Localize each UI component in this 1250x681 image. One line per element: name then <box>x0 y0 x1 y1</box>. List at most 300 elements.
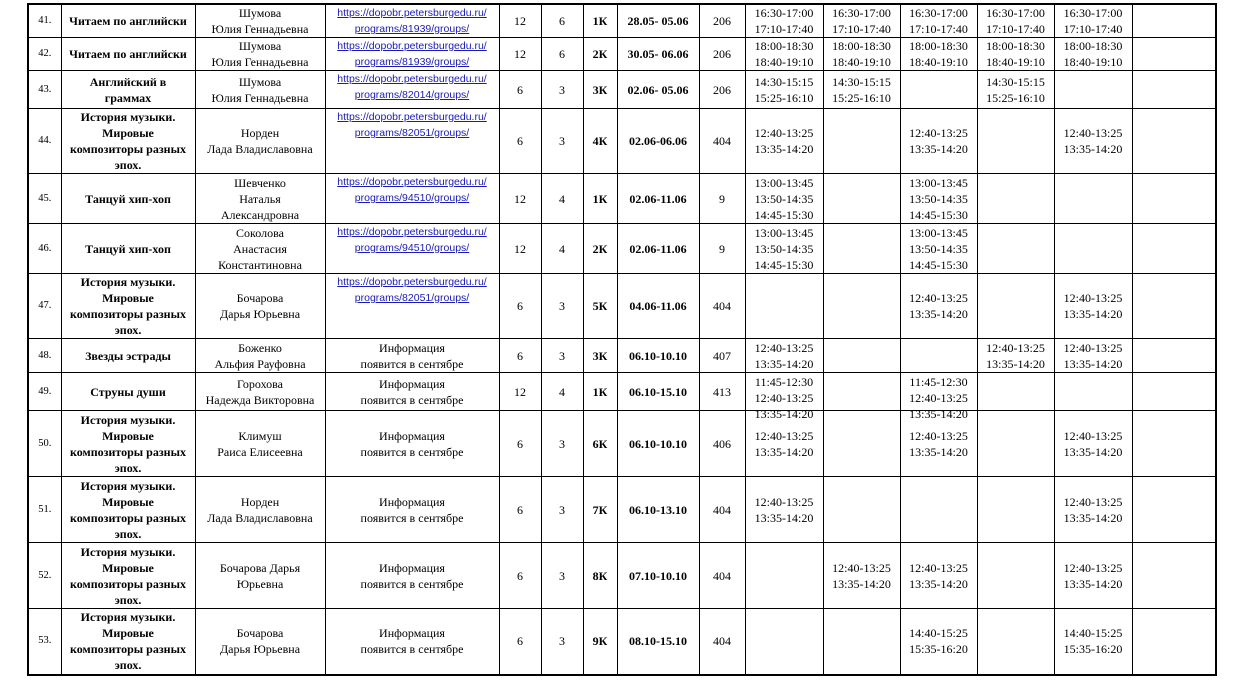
time-slot: 11:45-12:30 <box>909 374 968 389</box>
enroll-info-line: Информация <box>379 560 445 575</box>
day-slot-cell <box>745 477 823 543</box>
enroll-info <box>325 543 499 609</box>
time-slot: 12:40-13:25 <box>909 428 968 443</box>
time-slot: 12:40-13:25 <box>1063 560 1123 575</box>
enroll-info-line: Информация <box>379 376 445 391</box>
date-range: 02.06-11.06 <box>617 174 699 224</box>
schedule-page <box>27 3 1217 676</box>
teacher-name-line: Дарья Юрьевна <box>219 642 301 657</box>
age-value: 12 <box>499 4 541 38</box>
time-slot: 16:30-17:00 <box>832 6 891 20</box>
day-slot-cell <box>1054 339 1132 373</box>
time-slot: 13:35-14:20 <box>909 576 968 591</box>
hours-value: 4 <box>541 224 583 274</box>
enroll-link[interactable] <box>328 71 497 103</box>
room-number: 406 <box>699 411 745 477</box>
teacher-name-line: Горохова <box>237 376 283 391</box>
time-slot: 18:00-18:30 <box>1063 39 1123 53</box>
row-number: 50. <box>28 411 61 477</box>
age-value: 12 <box>499 174 541 224</box>
age-value: 6 <box>499 477 541 543</box>
group-code: 3К <box>583 71 617 109</box>
date-range: 04.06-11.06 <box>617 274 699 339</box>
teacher-name-line: Бочарова <box>236 291 284 305</box>
time-slot: 14:45-15:30 <box>909 207 968 222</box>
day-slot-cell <box>977 274 1054 339</box>
time-slot: 13:35-14:20 <box>1063 142 1123 156</box>
program-name-line: композиторы разных <box>70 510 186 525</box>
enroll-link[interactable] <box>328 224 497 256</box>
enroll-info <box>325 339 499 373</box>
time-slot: 18:00-18:30 <box>754 39 814 53</box>
time-slot: 12:40-13:25 <box>1063 340 1123 355</box>
day-slot-cell <box>900 224 977 274</box>
table-row <box>28 609 1216 675</box>
time-slot: 17:10-17:40 <box>754 22 814 36</box>
row-number: 52. <box>28 543 61 609</box>
day-slot-cell <box>900 339 977 373</box>
time-slot: 13:35-14:20 <box>1063 510 1123 525</box>
time-slot: 13:00-13:45 <box>909 225 968 240</box>
time-slot: 14:40-15:25 <box>909 626 968 641</box>
hours-value: 3 <box>541 274 583 339</box>
age-value: 6 <box>499 71 541 109</box>
program-name <box>61 477 195 543</box>
teacher-name <box>195 224 325 274</box>
day-slot-cell <box>745 71 823 109</box>
program-name-line: эпох. <box>114 460 142 475</box>
day-slot-cell <box>900 477 977 543</box>
table-row <box>28 274 1216 339</box>
program-name-line: История музыки. <box>80 275 176 289</box>
day-slot-cell <box>1132 543 1216 609</box>
date-range: 06.10-13.10 <box>617 477 699 543</box>
age-value: 6 <box>499 411 541 477</box>
day-slot-cell <box>745 274 823 339</box>
time-slot: 13:00-13:45 <box>909 175 968 190</box>
day-slot-cell <box>1054 373 1132 411</box>
time-slot: 14:45-15:30 <box>754 257 814 272</box>
enroll-link-line: programs/81939/groups/ <box>354 23 470 35</box>
enroll-link-line: https://dopobr.petersburgedu.ru/ <box>337 176 487 188</box>
day-slot-cell <box>900 174 977 224</box>
program-name <box>61 109 195 174</box>
program-name-line: Мировые <box>102 291 154 305</box>
enroll-info-line: появится в сентябре <box>360 642 464 657</box>
time-slot: 13:35-14:20 <box>986 356 1045 371</box>
program-name-line: Мировые <box>102 560 154 575</box>
day-slot-cell <box>900 4 977 38</box>
hours-value: 6 <box>541 4 583 38</box>
enroll-link-line: programs/81939/groups/ <box>354 56 470 68</box>
time-slot: 12:40-13:25 <box>754 126 814 140</box>
day-slot-cell <box>900 109 977 174</box>
program-name-line: композиторы разных <box>70 576 186 591</box>
time-slot: 11:45-12:30 <box>754 374 814 389</box>
teacher-name <box>195 174 325 224</box>
teacher-name-line: Соколова <box>236 225 284 240</box>
enroll-info-line: появится в сентябре <box>360 576 464 591</box>
day-slot-cell <box>1054 477 1132 543</box>
time-slot: 17:10-17:40 <box>1063 22 1123 36</box>
day-slot-cell <box>823 109 900 174</box>
teacher-name-line: Лада Владиславовна <box>207 510 313 525</box>
time-slot: 16:30-17:00 <box>986 6 1045 20</box>
enroll-info-line: появится в сентябре <box>360 356 464 371</box>
hours-value: 3 <box>541 339 583 373</box>
day-slot-cell <box>1054 71 1132 109</box>
time-slot: 15:25-16:10 <box>986 90 1045 105</box>
time-slot: 13:00-13:45 <box>754 175 814 190</box>
time-slot: 14:30-15:15 <box>754 74 814 89</box>
teacher-name <box>195 339 325 373</box>
day-slot-cell <box>977 477 1054 543</box>
date-range: 02.06-11.06 <box>617 224 699 274</box>
row-number: 53. <box>28 609 61 675</box>
teacher-name-line: Анастасия <box>233 241 287 256</box>
program-name-line: эпох. <box>114 526 142 541</box>
day-slot-cell <box>977 4 1054 38</box>
program-name <box>61 38 195 71</box>
day-slot-cell <box>823 274 900 339</box>
time-slot: 15:25-16:10 <box>832 90 891 105</box>
day-slot-cell <box>745 4 823 38</box>
time-slot: 13:35-14:20 <box>754 510 814 525</box>
time-slot: 13:50-14:35 <box>909 191 968 206</box>
row-number: 49. <box>28 373 61 411</box>
group-code: 2К <box>583 38 617 71</box>
time-slot: 14:45-15:30 <box>754 207 814 222</box>
program-name-line: эпох. <box>114 158 142 172</box>
table-row <box>28 4 1216 38</box>
time-slot: 14:30-15:15 <box>832 74 891 89</box>
teacher-name <box>195 543 325 609</box>
date-range: 08.10-15.10 <box>617 609 699 675</box>
enroll-info-line: Информация <box>379 494 445 509</box>
day-slot-cell <box>1132 4 1216 38</box>
teacher-name-line: Норден <box>240 494 280 509</box>
day-slot-cell <box>1132 71 1216 109</box>
day-slot-cell <box>977 609 1054 675</box>
group-code: 5К <box>583 274 617 339</box>
age-value: 12 <box>499 224 541 274</box>
enroll-info-line: Информация <box>379 340 445 355</box>
time-slot: 13:35-14:20 <box>754 406 814 421</box>
time-slot: 12:40-13:25 <box>909 390 968 405</box>
day-slot-cell <box>1132 373 1216 411</box>
day-slot-cell <box>823 411 900 477</box>
hours-value: 3 <box>541 71 583 109</box>
row-number: 45. <box>28 174 61 224</box>
group-code: 2К <box>583 224 617 274</box>
room-number: 206 <box>699 38 745 71</box>
program-name-line: Танцуй хип-хоп <box>85 191 171 206</box>
row-number: 51. <box>28 477 61 543</box>
enroll-link-line: programs/94510/groups/ <box>354 192 470 204</box>
time-slot: 13:35-14:20 <box>754 444 814 459</box>
hours-value: 3 <box>541 609 583 675</box>
teacher-name-line: Юлия Геннадьевна <box>211 55 309 69</box>
hours-value: 4 <box>541 174 583 224</box>
enroll-link-cell[interactable] <box>325 71 499 109</box>
day-slot-cell <box>977 174 1054 224</box>
time-slot: 13:50-14:35 <box>754 191 814 206</box>
time-slot: 12:40-13:25 <box>986 340 1045 355</box>
day-slot-cell <box>900 543 977 609</box>
time-slot: 13:35-14:20 <box>1063 307 1123 321</box>
group-code: 6К <box>583 411 617 477</box>
time-slot: 16:30-17:00 <box>909 6 968 20</box>
time-slot: 13:35-14:20 <box>909 307 968 321</box>
room-number: 413 <box>699 373 745 411</box>
teacher-name-line: Юлия Геннадьевна <box>211 90 309 105</box>
enroll-info-line: появится в сентябре <box>360 392 464 407</box>
enroll-link[interactable] <box>328 174 497 206</box>
time-slot: 12:40-13:25 <box>754 390 814 405</box>
row-number: 42. <box>28 38 61 71</box>
enroll-link-cell[interactable] <box>325 174 499 224</box>
day-slot-cell <box>1054 609 1132 675</box>
program-name-line: композиторы разных <box>70 444 186 459</box>
hours-value: 3 <box>541 543 583 609</box>
age-value: 12 <box>499 38 541 71</box>
program-name-line: Струны души <box>90 384 166 399</box>
program-name-line: эпох. <box>114 323 142 337</box>
program-name-line: эпох. <box>114 592 142 607</box>
day-slot-cell <box>745 373 823 421</box>
group-code: 9К <box>583 609 617 675</box>
teacher-name <box>195 38 325 71</box>
day-slot-cell <box>900 274 977 339</box>
day-slot-cell <box>900 71 977 109</box>
program-name <box>61 224 195 274</box>
hours-value: 3 <box>541 109 583 174</box>
day-slot-cell <box>823 477 900 543</box>
date-range: 07.10-10.10 <box>617 543 699 609</box>
program-name <box>61 543 195 609</box>
time-slot: 13:35-14:20 <box>1063 356 1123 371</box>
time-slot: 13:35-14:20 <box>754 142 814 156</box>
room-number: 407 <box>699 339 745 373</box>
enroll-link-line: https://dopobr.petersburgedu.ru/ <box>337 111 487 123</box>
time-slot: 17:10-17:40 <box>986 22 1045 36</box>
teacher-name-line: Надежда Викторовна <box>205 392 315 407</box>
age-value: 6 <box>499 274 541 339</box>
teacher-name-line: Шумова <box>238 74 282 89</box>
table-row <box>28 71 1216 109</box>
time-slot: 12:40-13:25 <box>754 494 814 509</box>
time-slot: 18:40-19:10 <box>1063 55 1123 69</box>
enroll-link-line: programs/94510/groups/ <box>354 242 470 254</box>
program-name-line: Танцуй хип-хоп <box>85 241 171 256</box>
row-number: 46. <box>28 224 61 274</box>
day-slot-cell <box>1054 109 1132 174</box>
enroll-link[interactable] <box>328 5 497 37</box>
time-slot: 18:40-19:10 <box>986 55 1045 69</box>
age-value: 6 <box>499 339 541 373</box>
enroll-link-cell[interactable] <box>325 109 499 174</box>
teacher-name-line: Юрьевна <box>236 576 284 591</box>
program-name-line: Английский в <box>89 74 167 89</box>
group-code: 3К <box>583 339 617 373</box>
day-slot-cell <box>977 411 1054 477</box>
day-slot-cell <box>1132 174 1216 224</box>
enroll-link[interactable] <box>328 38 497 70</box>
table-row <box>28 411 1216 477</box>
enroll-link[interactable] <box>328 109 497 141</box>
day-slot-cell <box>823 339 900 373</box>
program-name <box>61 609 195 675</box>
time-slot: 13:35-14:20 <box>909 406 968 421</box>
time-slot: 12:40-13:25 <box>909 126 968 140</box>
teacher-name <box>195 609 325 675</box>
table-row <box>28 477 1216 543</box>
program-name-line: История музыки. <box>80 412 176 427</box>
time-slot: 12:40-13:25 <box>909 560 968 575</box>
time-slot: 15:25-16:10 <box>754 90 814 105</box>
time-slot: 12:40-13:25 <box>754 340 814 355</box>
enroll-info-line: появится в сентябре <box>360 444 464 459</box>
room-number: 404 <box>699 274 745 339</box>
teacher-name-line: Константиновна <box>218 257 302 272</box>
day-slot-cell <box>745 38 823 71</box>
day-slot-cell <box>823 609 900 675</box>
table-row <box>28 543 1216 609</box>
day-slot-cell <box>823 71 900 109</box>
teacher-name <box>195 373 325 411</box>
room-number: 206 <box>699 71 745 109</box>
time-slot: 18:00-18:30 <box>832 39 891 53</box>
teacher-name-line: Климуш <box>238 428 282 443</box>
teacher-name-line: Раиса Елисеевна <box>217 444 303 459</box>
room-number: 9 <box>699 224 745 274</box>
time-slot: 18:00-18:30 <box>909 39 968 53</box>
day-slot-cell <box>745 543 823 609</box>
program-name-line: История музыки. <box>80 110 176 124</box>
time-slot: 18:40-19:10 <box>832 55 891 69</box>
program-name-line: Мировые <box>102 126 154 140</box>
table-row <box>28 174 1216 224</box>
enroll-info <box>325 411 499 477</box>
day-slot-cell <box>823 224 900 274</box>
program-name-line: История музыки. <box>80 478 176 493</box>
room-number: 9 <box>699 174 745 224</box>
time-slot: 13:35-14:20 <box>754 356 814 371</box>
age-value: 12 <box>499 373 541 411</box>
enroll-link-cell[interactable] <box>325 38 499 71</box>
enroll-info-line: Информация <box>379 626 445 641</box>
day-slot-cell <box>1054 274 1132 339</box>
day-slot-cell <box>977 109 1054 174</box>
group-code: 1К <box>583 373 617 411</box>
time-slot: 13:35-14:20 <box>1063 576 1123 591</box>
group-code: 8К <box>583 543 617 609</box>
day-slot-cell <box>977 339 1054 373</box>
day-slot-cell <box>1132 609 1216 675</box>
day-slot-cell <box>1054 543 1132 609</box>
program-name <box>61 411 195 477</box>
room-number: 404 <box>699 609 745 675</box>
day-slot-cell <box>823 174 900 224</box>
time-slot: 15:35-16:20 <box>1063 642 1123 657</box>
day-slot-cell <box>823 4 900 38</box>
time-slot: 18:40-19:10 <box>909 55 968 69</box>
enroll-info <box>325 373 499 411</box>
room-number: 404 <box>699 477 745 543</box>
enroll-link-line: https://dopobr.petersburgedu.ru/ <box>337 276 487 288</box>
table-row <box>28 339 1216 373</box>
time-slot: 13:35-14:20 <box>832 576 891 591</box>
day-slot-cell <box>900 609 977 675</box>
program-name-line: Звезды эстрады <box>85 348 171 363</box>
age-value: 6 <box>499 543 541 609</box>
enroll-link-cell[interactable] <box>325 224 499 274</box>
time-slot: 12:40-13:25 <box>1063 291 1123 305</box>
teacher-name <box>195 477 325 543</box>
program-name <box>61 373 195 411</box>
date-range: 30.05- 06.06 <box>617 38 699 71</box>
time-slot-list <box>748 374 821 421</box>
time-slot: 14:45-15:30 <box>909 257 968 272</box>
enroll-link-cell[interactable] <box>325 4 499 38</box>
enroll-link-cell[interactable] <box>325 274 499 339</box>
group-code: 1К <box>583 4 617 38</box>
date-range: 28.05- 05.06 <box>617 4 699 38</box>
day-slot-cell <box>977 38 1054 71</box>
row-number: 44. <box>28 109 61 174</box>
enroll-link-line: programs/82051/groups/ <box>354 292 470 304</box>
time-slot: 12:40-13:25 <box>909 291 968 305</box>
enroll-link-line: programs/82014/groups/ <box>354 89 470 101</box>
day-slot-cell <box>977 543 1054 609</box>
row-number: 41. <box>28 4 61 38</box>
row-number: 47. <box>28 274 61 339</box>
teacher-name-line: Норден <box>240 126 280 140</box>
program-name-line: композиторы разных <box>70 642 186 657</box>
day-slot-cell <box>745 109 823 174</box>
time-slot: 12:40-13:25 <box>754 428 814 443</box>
program-name <box>61 4 195 38</box>
teacher-name <box>195 71 325 109</box>
teacher-name-line: Наталья <box>239 191 281 206</box>
day-slot-cell <box>823 543 900 609</box>
table-row <box>28 373 1216 411</box>
program-name <box>61 339 195 373</box>
program-name-line: Читаем по английски <box>69 47 187 61</box>
teacher-name-line: Александровна <box>220 207 300 222</box>
day-slot-cell <box>745 609 823 675</box>
teacher-name-line: Юлия Геннадьевна <box>211 22 309 36</box>
hours-value: 4 <box>541 373 583 411</box>
enroll-link[interactable] <box>328 274 497 306</box>
day-slot-cell <box>900 38 977 71</box>
time-slot-list <box>903 374 975 421</box>
day-slot-cell <box>1132 339 1216 373</box>
time-slot: 13:50-14:35 <box>909 241 968 256</box>
program-name-line: эпох. <box>114 658 142 673</box>
day-slot-cell <box>745 339 823 373</box>
enroll-info <box>325 609 499 675</box>
program-name-line: Мировые <box>102 626 154 641</box>
group-code: 1К <box>583 174 617 224</box>
row-number: 48. <box>28 339 61 373</box>
day-slot-cell <box>1132 38 1216 71</box>
program-name-line: композиторы разных <box>70 307 186 321</box>
program-name-line: Читаем по английски <box>69 14 187 28</box>
program-name-line: граммах <box>104 90 152 105</box>
teacher-name-line: Бочарова <box>236 626 284 641</box>
time-slot: 13:00-13:45 <box>754 225 814 240</box>
